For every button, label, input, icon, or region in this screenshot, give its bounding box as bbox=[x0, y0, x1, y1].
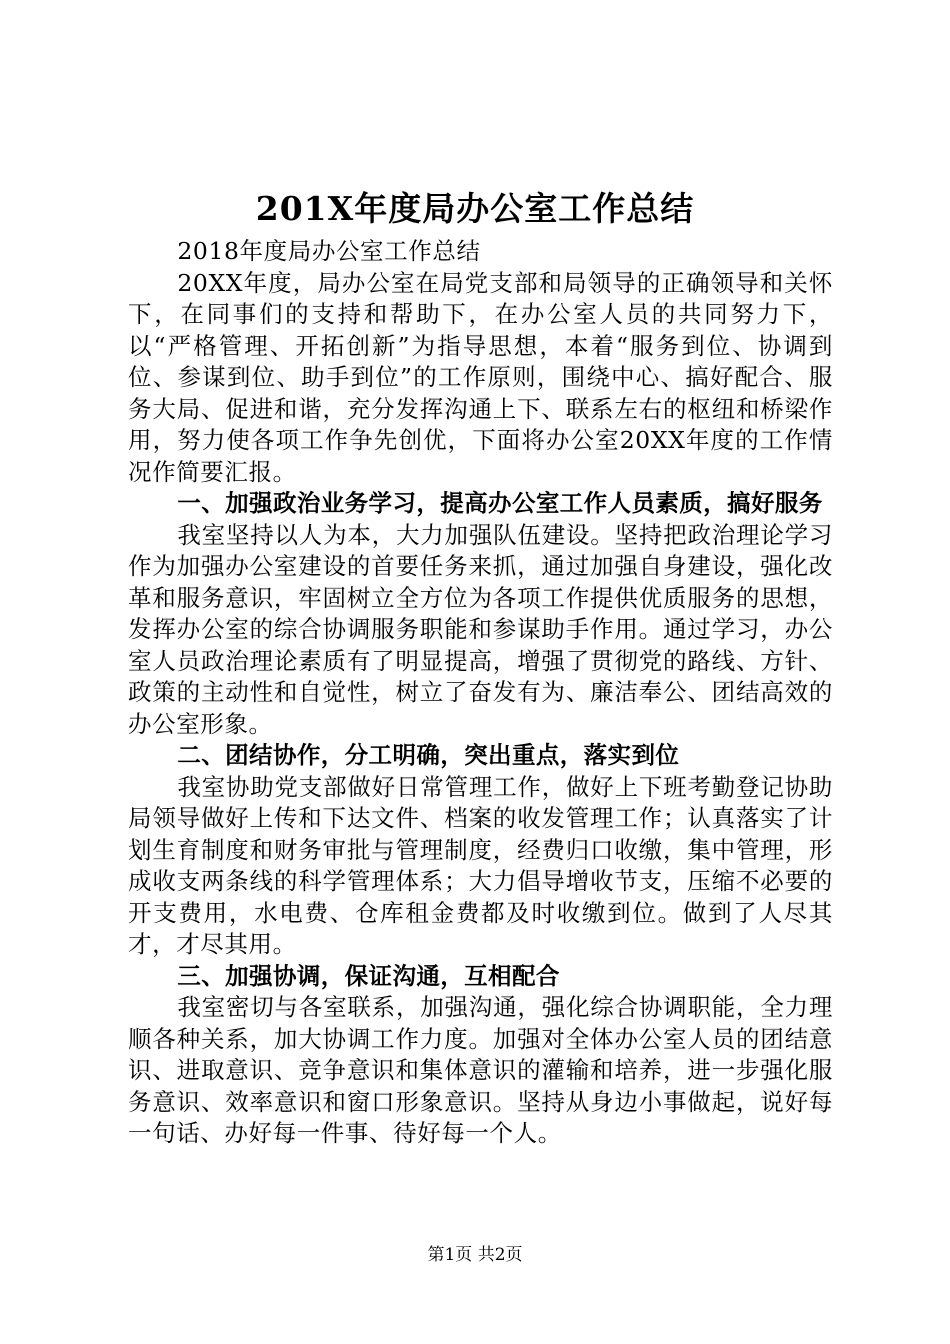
section-3-paragraph: 我室密切与各室联系，加强沟通，强化综合协调职能，全力理顺各种关系，加大协调工作力度。加强对全体办公室人员的团结意识、进取意识、竞争意识和集体意识的灌输和培养，进一步强化服务意识、效率意识和窗口形象意识。坚持从身边小事做起，说好每一句话、办好每一件事、待好每一个人。 bbox=[128, 993, 833, 1147]
document-body bbox=[128, 236, 833, 1150]
section-1-heading: 一、加强政治业务学习，提高办公室工作人员素质，搞好服务 bbox=[177, 489, 823, 517]
intro-paragraph: 20XX年度，局办公室在局党支部和局领导的正确领导和关怀下，在同事们的支持和帮助下，在办公室人员的共同努力下，以“严格管理、开拓创新”为指导思想，本着“服务到位、协调到位、参谋到位、助手到位”的工作原则，围绕中心、搞好配合、服务大局、促进和谐，充分发挥沟通上下、联系左右的枢纽和桥梁作用，努力使各项工作争先创优，下面将办公室20XX年度的工作情况作简要汇报。 bbox=[128, 268, 833, 486]
page-footer: 第1页 共2页 bbox=[427, 1245, 523, 1265]
section-1-paragraph: 我室坚持以人为本，大力加强队伍建设。坚持把政治理论学习作为加强办公室建设的首要任务来抓，通过加强自身建设，强化改革和服务意识，牢固树立全方位为各项工作提供优质服务的思想，发挥办公室的综合协调服务职能和参谋助手作用。通过学习，办公室人员政治理论素质有了明显提高，增强了贯彻党的路线、方针、政策的主动性和自觉性，树立了奋发有为、廉洁奉公、团结高效的办公室形象。 bbox=[128, 520, 833, 738]
document-title: 201X年度局办公室工作总结 bbox=[255, 189, 695, 228]
section-2-heading: 二、团结协作，分工明确，突出重点，落实到位 bbox=[177, 741, 680, 769]
document-subtitle: 2018年度局办公室工作总结 bbox=[177, 237, 481, 265]
section-3-heading: 三、加强协调，保证沟通，互相配合 bbox=[177, 961, 560, 990]
section-2-paragraph: 我室协助党支部做好日常管理工作，做好上下班考勤登记协助局领导做好上传和下达文件、档案的收发管理工作；认真落实了计划生育制度和财务审批与管理制度，经费归口收缴，集中管理，形成收支两条线的科学管理体系；大力倡导增收节支，压缩不必要的开支费用，水电费、仓库租金费都及时收缴到位。做到了人尽其才，才尽其用。 bbox=[128, 772, 833, 958]
